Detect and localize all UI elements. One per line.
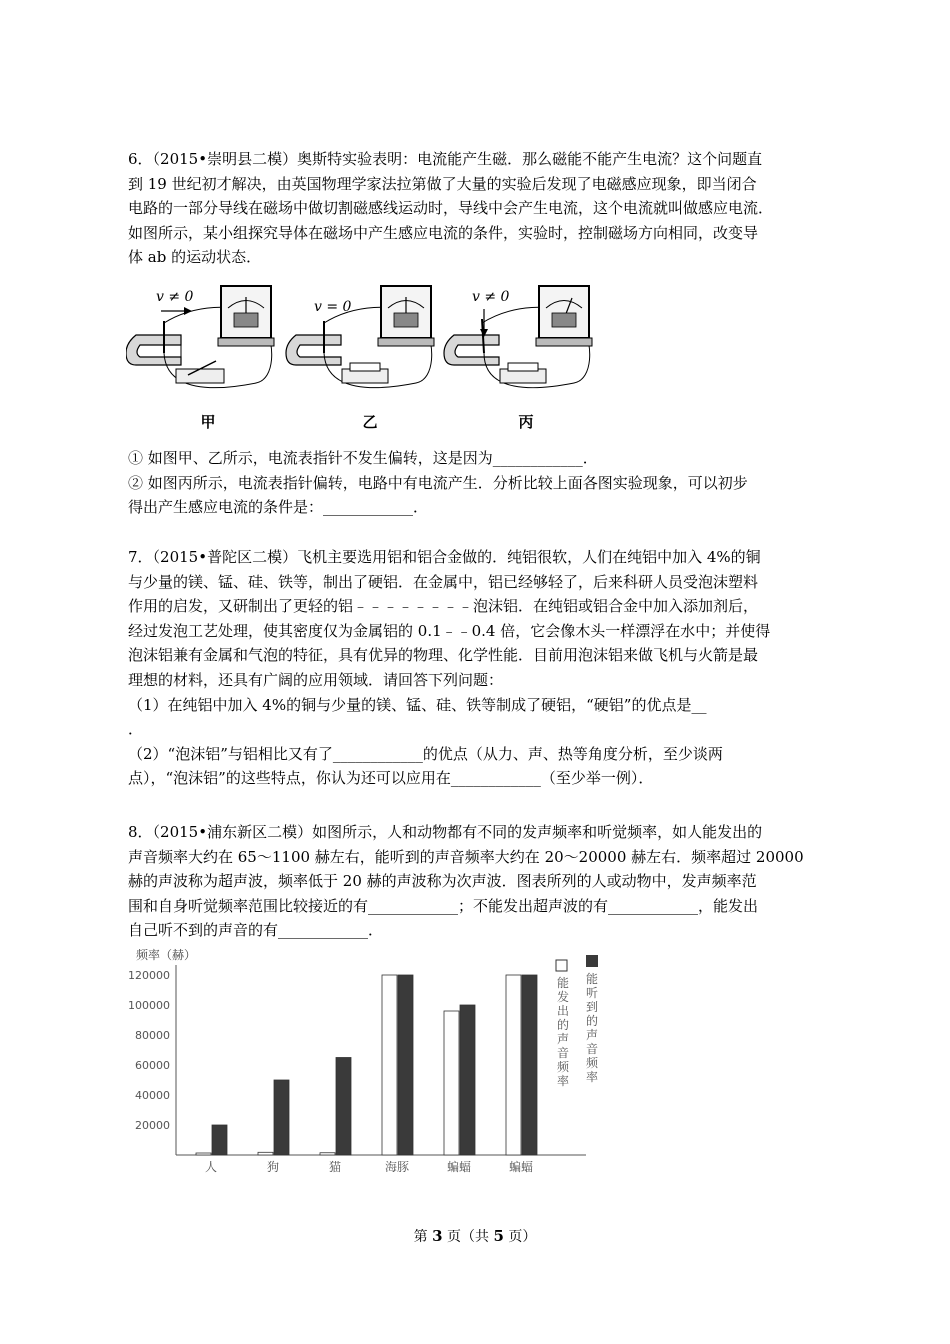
q6-line: 电路的一部分导线在磁场中做切割磁感线运动时，导线中会产生电流，这个电流就叫做感应电流． <box>128 199 774 218</box>
x-category-label: 海豚 <box>384 1160 410 1174</box>
q8-line: 8．（2015•浦东新区二模）如图所示，人和动物都有不同的发声频率和听觉频率，如人能发出的 <box>128 823 763 841</box>
velocity-label: v ≠ 0 <box>156 289 194 305</box>
velocity-label: v ≠ 0 <box>472 289 510 305</box>
chart-legend <box>556 955 599 1088</box>
q7-line: 7．（2015•普陀区二模）飞机主要选用铝和铝合金做的．纯铝很软，人们在纯铝中加入 4%的铜 <box>128 548 761 566</box>
bar-hear-frequency <box>398 975 413 1155</box>
page-footer <box>0 1226 950 1246</box>
current-page-number: 3 <box>432 1227 443 1245</box>
q7-line: 经过发泡工艺处理，使其密度仅为金属铝的 0.1﹣﹣0.4 倍，它会像木头一样漂浮在水中；并使得 <box>128 621 771 640</box>
q6-sub-line: ① 如图甲、乙所示，电流表指针不发生偏转，这是因为____________． <box>128 449 598 467</box>
q7-line: （2）“泡沫铝”与铝相比又有了____________的优点（从力、声、热等角度分析，至少谈两 <box>128 744 723 763</box>
galvanometer <box>539 286 589 338</box>
y-tick-label: 120000 <box>128 969 170 982</box>
y-axis-label: 频率（赫） <box>136 948 197 962</box>
u-magnet <box>444 335 499 365</box>
question-8 <box>128 820 828 943</box>
question-6 <box>128 147 828 270</box>
q7-line: 理想的材料，还具有广阔的应用领域．请回答下列问题： <box>128 670 504 689</box>
u-magnet <box>286 335 341 365</box>
bar-hear-frequency <box>336 1058 351 1156</box>
q6-line: 如图所示，某小组探究导体在磁场中产生感应电流的条件，实验时，控制磁场方向相同，改变导 <box>128 223 759 242</box>
x-category-label: 狗 <box>266 1160 280 1174</box>
footer-middle: 页（共 <box>442 1229 494 1245</box>
velocity-label: v = 0 <box>314 299 352 315</box>
legend-label-hear: 能听到的声音频率 <box>586 972 599 1084</box>
q7-line: （1）在纯铝中加入 4%的铜与少量的镁、锰、硅、铁等制成了硬铝，“硬铝”的优点是__ <box>128 695 707 714</box>
y-tick-label: 80000 <box>135 1029 170 1042</box>
y-tick-label: 60000 <box>135 1059 170 1072</box>
apparatus-jia <box>126 286 274 388</box>
x-category-label: 蝙蝠 <box>508 1160 534 1174</box>
bar-emit-frequency <box>444 1011 459 1155</box>
figure-caption-yi: 乙 <box>362 413 378 431</box>
q7-line: 点），“泡沫铝”的这些特点，你认为还可以应用在____________（至少举一例）． <box>128 769 654 788</box>
q8-line: 自己听不到的声音的有____________． <box>128 921 384 940</box>
question-7 <box>128 545 828 791</box>
q8-line: 赫的声波称为超声波，频率低于 20 赫的声波称为次声波．图表所列的人或动物中，发声频率范 <box>128 872 757 891</box>
x-category-label: 猫 <box>328 1160 342 1174</box>
y-tick-label: 20000 <box>135 1119 170 1132</box>
bar-hear-frequency <box>460 1005 475 1155</box>
frequency-bar-chart <box>126 945 606 1185</box>
x-category-label: 人 <box>204 1160 218 1174</box>
bar-emit-frequency <box>320 1153 335 1155</box>
apparatus-bing <box>444 286 592 388</box>
q6-sub-line: 得出产生感应电流的条件是：____________． <box>128 498 429 517</box>
footer-prefix: 第 <box>413 1229 433 1245</box>
bar-hear-frequency <box>274 1080 289 1155</box>
apparatus-yi <box>286 286 434 388</box>
y-tick-label: 40000 <box>135 1089 170 1102</box>
footer-suffix: 页） <box>503 1229 537 1245</box>
q6-line: 6．（2015•崇明县二模）奥斯特实验表明：电流能产生磁．那么磁能不能产生电流？这个问题直 <box>128 150 763 168</box>
q7-line: 泡沫铝兼有金属和气泡的特征，具有优异的物理、化学性能．目前用泡沫铝来做飞机与火箭是最 <box>128 646 759 665</box>
bar-emit-frequency <box>258 1152 273 1155</box>
bar-hear-frequency <box>522 975 537 1155</box>
total-page-count: 5 <box>493 1227 504 1245</box>
q7-line: 作用的启发，又研制出了更轻的铝﹣﹣﹣﹣﹣﹣﹣﹣泡沫铝．在纯铝或铝合金中加入添加剂后， <box>128 597 759 616</box>
q6-sub-line: ② 如图丙所示，电流表指针偏转，电路中有电流产生．分析比较上面各图实验现象，可以初步 <box>128 473 748 492</box>
figure-caption-jia: 甲 <box>200 413 216 431</box>
bar-hear-frequency <box>212 1125 227 1155</box>
legend-label-emit: 能发出的声音频率 <box>557 976 570 1088</box>
bar-emit-frequency <box>196 1153 211 1155</box>
switch <box>176 369 224 383</box>
legend-swatch-hear <box>586 955 598 967</box>
question-6-subquestions <box>128 446 828 520</box>
figure-caption-bing: 丙 <box>518 413 534 431</box>
q6-line: 到 19 世纪初才解决，由英国物理学家法拉第做了大量的实验后发现了电磁感应现象，即当闭合 <box>128 174 757 193</box>
bar-emit-frequency <box>506 975 521 1155</box>
x-category-label: 蝙蝠 <box>446 1160 472 1174</box>
bar-emit-frequency <box>382 975 397 1155</box>
q7-line: ． <box>128 720 144 739</box>
q8-line: 声音频率大约在 65～1100 赫左右，能听到的声音频率大约在 20～20000 赫左右．频率超过 20000 <box>128 847 804 866</box>
q7-line: 与少量的镁、锰、硅、铁等，制出了硬铝．在金属中，铝已经够轻了，后来科研人员受泡沫塑料 <box>128 572 759 591</box>
induction-experiment-figure <box>126 283 626 433</box>
u-magnet <box>126 335 181 365</box>
legend-swatch-emit <box>556 960 567 971</box>
q6-line: 体 ab 的运动状态． <box>128 248 262 267</box>
y-tick-label: 100000 <box>128 999 170 1012</box>
q8-line: 围和自身听觉频率范围比较接近的有____________；不能发出超声波的有____________，能发出 <box>128 896 759 915</box>
